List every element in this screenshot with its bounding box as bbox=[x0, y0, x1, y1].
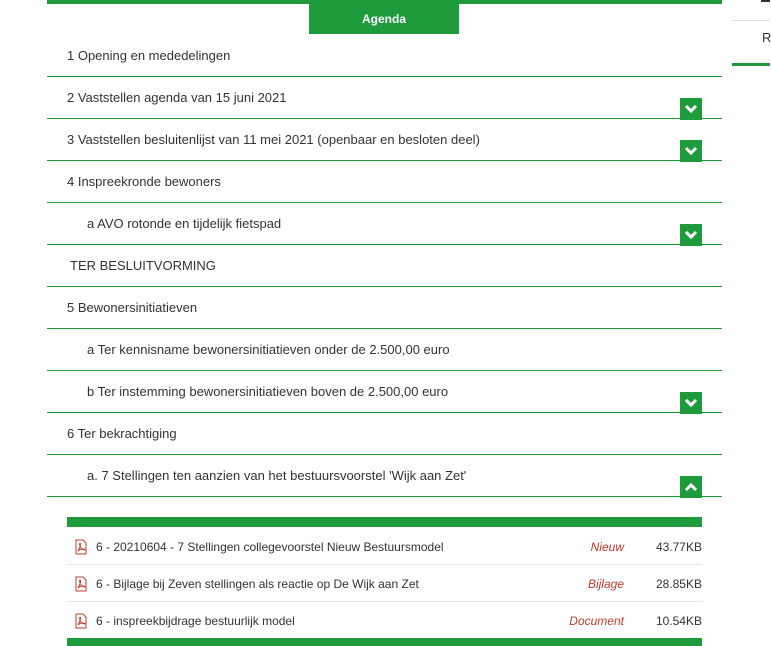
agenda-item-label: a Ter kennisname bewonersinitiatieven onder de 2.500,00 euro bbox=[87, 342, 450, 357]
agenda-section-heading bbox=[47, 245, 722, 287]
document-name-link[interactable]: 6 - inspreekbijdrage bestuurlijk model bbox=[96, 614, 295, 628]
agenda-item-label: b Ter instemming bewonersinitiatieven boven de 2.500,00 euro bbox=[87, 384, 449, 399]
document-row[interactable] bbox=[67, 602, 702, 639]
side-panel-accent-bar bbox=[732, 63, 770, 66]
agenda-item-1 bbox=[47, 35, 722, 77]
agenda-item-5a bbox=[47, 329, 722, 371]
side-panel-letter[interactable]: R bbox=[762, 30, 771, 45]
document-name-link[interactable]: 6 - 20210604 - 7 Stellingen collegevoorstel Nieuw Bestuursmodel bbox=[96, 540, 444, 554]
document-type: Document bbox=[569, 614, 624, 628]
documents-bottom-bar bbox=[67, 638, 702, 646]
agenda-item-label: 3 Vaststellen besluitenlijst van 11 mei 2021 (openbaar en besloten deel) bbox=[67, 132, 480, 147]
pdf-icon bbox=[73, 576, 89, 592]
agenda-item-6a[interactable] bbox=[47, 455, 722, 497]
agenda-item-3[interactable] bbox=[47, 119, 722, 161]
document-row[interactable] bbox=[67, 528, 702, 565]
agenda-item-label: 2 Vaststellen agenda van 15 juni 2021 bbox=[67, 90, 287, 105]
agenda-item-5 bbox=[47, 287, 722, 329]
expand-chevron-icon[interactable] bbox=[680, 224, 702, 246]
side-panel-dash bbox=[761, 0, 770, 2]
document-size: 43.77KB bbox=[655, 540, 702, 554]
agenda-item-label: a. 7 Stellingen ten aanzien van het bestuursvoorstel 'Wijk aan Zet' bbox=[87, 468, 467, 483]
agenda-item-label: 1 Opening en mededelingen bbox=[67, 48, 231, 63]
agenda-item-6 bbox=[47, 413, 722, 455]
tab-agenda[interactable] bbox=[309, 4, 459, 34]
agenda-item-2[interactable] bbox=[47, 77, 722, 119]
side-panel bbox=[732, 0, 770, 66]
tab-agenda-label: Agenda bbox=[361, 12, 406, 26]
agenda-item-label: TER BESLUITVORMING bbox=[70, 258, 216, 273]
document-type: Nieuw bbox=[590, 540, 624, 554]
expand-chevron-icon[interactable] bbox=[680, 140, 702, 162]
pdf-icon bbox=[73, 539, 89, 555]
document-name-link[interactable]: 6 - Bijlage bij Zeven stellingen als reactie op De Wijk aan Zet bbox=[96, 577, 419, 591]
agenda-item-label: 5 Bewonersinitiatieven bbox=[67, 300, 198, 315]
agenda-item-4 bbox=[47, 161, 722, 203]
agenda-item-label: a AVO rotonde en tijdelijk fietspad bbox=[87, 216, 282, 231]
pdf-icon bbox=[73, 613, 89, 629]
document-type: Bijlage bbox=[587, 577, 624, 591]
agenda-item-label: 6 Ter bekrachtiging bbox=[67, 426, 177, 441]
expand-chevron-icon[interactable] bbox=[680, 392, 702, 414]
agenda-item-label: 4 Inspreekronde bewoners bbox=[67, 174, 221, 189]
document-size: 28.85KB bbox=[655, 577, 702, 591]
side-panel-divider bbox=[732, 20, 770, 21]
agenda-item-4a[interactable] bbox=[47, 203, 722, 245]
agenda-item-5b[interactable] bbox=[47, 371, 722, 413]
document-row[interactable] bbox=[67, 565, 702, 602]
collapse-chevron-icon[interactable] bbox=[680, 476, 702, 498]
expand-chevron-icon[interactable] bbox=[680, 98, 702, 120]
documents-top-bar bbox=[67, 517, 702, 527]
document-size: 10.54KB bbox=[655, 614, 702, 628]
